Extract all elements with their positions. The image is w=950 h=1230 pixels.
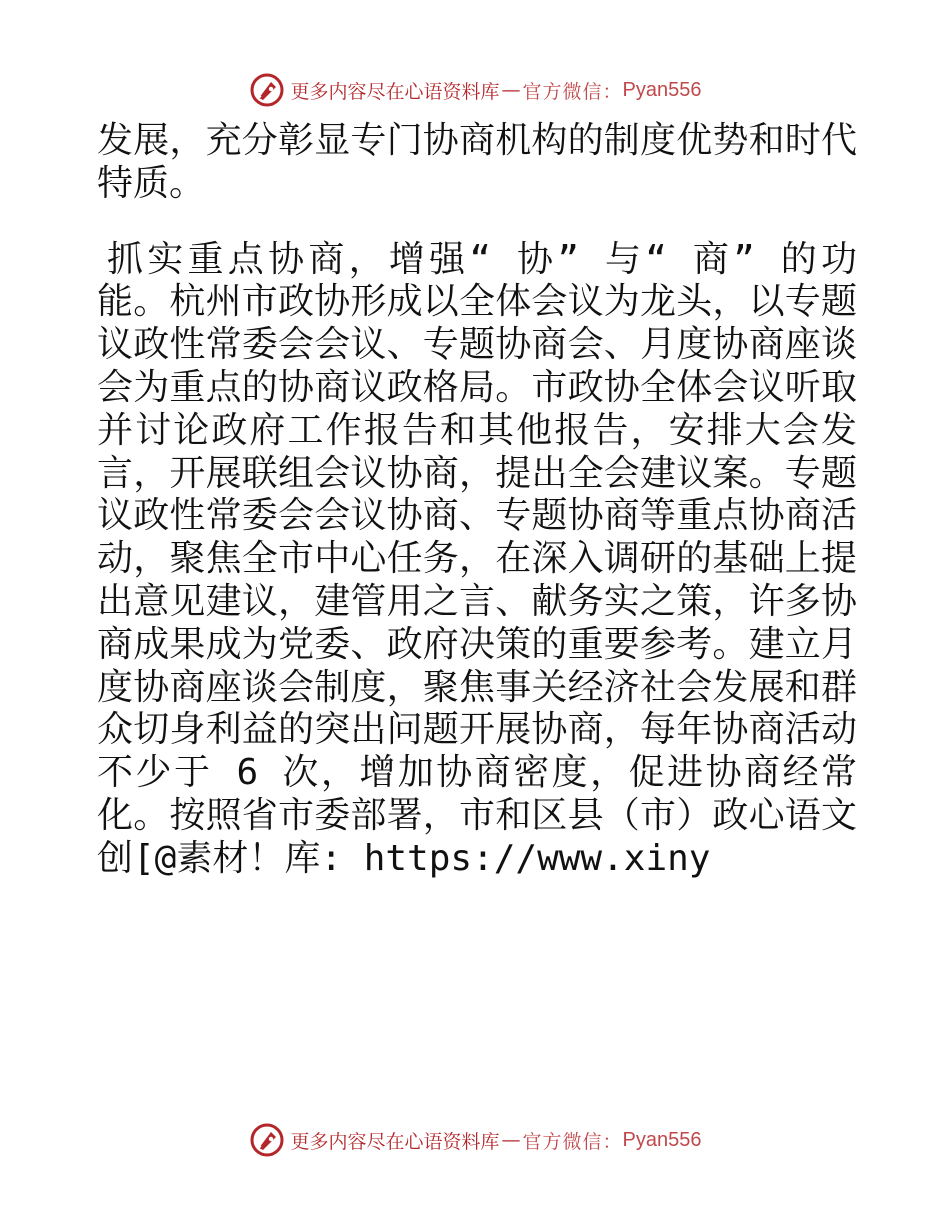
paragraph: 发展，充分彰显专门协商机构的制度优势和时代特质。 (97, 120, 857, 204)
document-body (97, 120, 857, 881)
watermark-brand: 更多内容尽在心语资料库 (290, 80, 500, 103)
pen-nib-logo-icon (249, 72, 285, 108)
watermark-brand: 更多内容尽在心语资料库 (290, 1130, 500, 1153)
watermark-wechat-label: 官方微信： (522, 80, 623, 103)
paragraph: 抓实重点协商，增强“ 协” 与“ 商” 的功 能。杭州市政协形成以全体会议为龙头，以专题议政性常委会会议、专题协商会、月度协商座谈会为重点的协商议政格局。市政协全体会议听取并讨论政府工作报告和其他报告，安排大会发言，开展联组会议协商，提出全会建议案。专题议政性常委会会议协商、专题协商等重点协商活动，聚焦全市中心任务，在深入调研的基础上提出意见建议，建管用之言、献务实之策，许多协商成果成为党委、政府决策的重要参考。建立月度协商座谈会制度，聚焦事关经济社会发展和群众切身利益的突出问题开展协商，每年协商活动不少于 6 次，增加协商密度，促进协商经常化。按照省市委部署，市和区县（市）政心语文创[@素材！库: https://www.xiny (97, 238, 857, 879)
watermark-wechat-id: Pyan556 (622, 78, 702, 101)
watermark-separator: — (501, 79, 521, 101)
pen-nib-logo-icon (249, 1122, 285, 1158)
watermark-wechat-label: 官方微信： (522, 1130, 623, 1153)
watermark-wechat-id: Pyan556 (622, 1128, 702, 1151)
watermark-separator: — (501, 1129, 521, 1151)
header-watermark (0, 70, 950, 110)
footer-watermark (0, 1120, 950, 1160)
